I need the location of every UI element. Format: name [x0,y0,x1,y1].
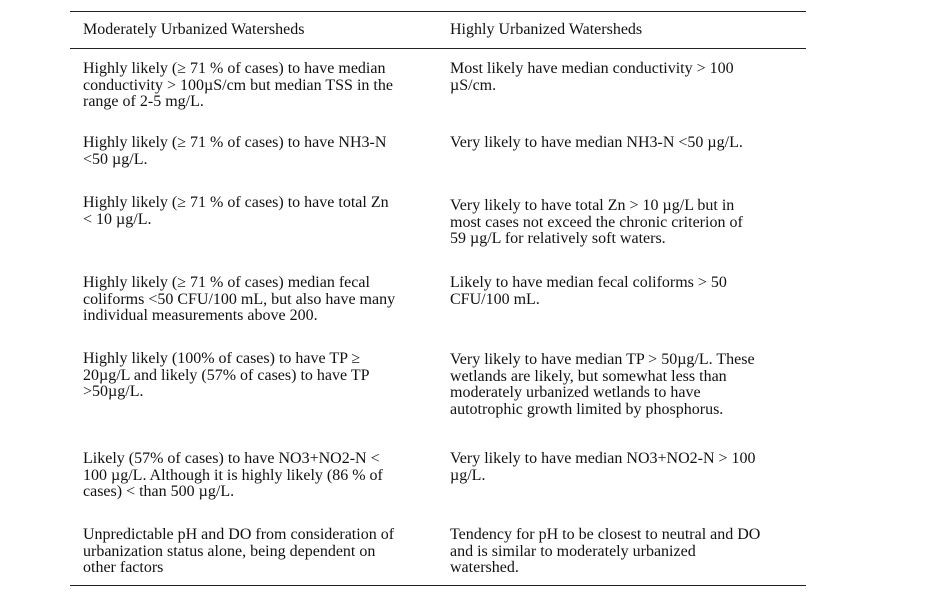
row-ph-do-high: Tendency for pH to be closest to neutral and DO and is similar to moderately urbanized watershed. [450,526,761,576]
row-fecal-high: Likely to have median fecal coliforms > 50 CFU/100 mL. [450,274,727,308]
row-zinc-moderate: Highly likely (≥ 71 % of cases) to have total Zn < 10 µg/L. [83,194,389,228]
row-zinc-high: Very likely to have total Zn > 10 µg/L but in most cases not exceed the chronic criterion of 59 µg/L for relatively soft waters. [450,197,743,247]
row-ph-do-moderate: Unpredictable pH and DO from consideration of urbanization status alone, being dependent on other factors [83,526,395,576]
header-cell-right [438,21,806,39]
row-no3no2-moderate: Likely (57% of cases) to have NO3+NO2-N < 100 µg/L. Although it is highly likely (86 % of cases) < than 500 µg/L. [83,450,383,500]
table-row [70,195,806,265]
watershed-comparison-table [70,11,806,586]
table-row [70,451,806,517]
row-tp-moderate: Highly likely (100% of cases) to have TP ≥ 20µg/L and likely (57% of cases) to have TP >50µg/L. [83,350,370,400]
table-row [70,275,806,341]
row-no3no2-high: Very likely to have median NO3+NO2-N > 100 µg/L. [450,450,756,484]
row-nh3n-moderate: Highly likely (≥ 71 % of cases) to have NH3-N <50 µg/L. [83,134,387,168]
row-nh3n-high: Very likely to have median NH3-N <50 µg/L. [450,134,743,151]
header-highly-urbanized: Highly Urbanized Watersheds [450,21,643,38]
table-row [70,61,806,125]
table-header-row [70,12,806,48]
table-bottom-rule [70,585,806,586]
row-conductivity-high: Most likely have median conductivity > 100 µS/cm. [450,60,734,94]
row-tp-high: Very likely to have median TP > 50µg/L. These wetlands are likely, but somewhat less than moderately urbanized wetlands to have autotrophic growth limited by phosphorus. [450,351,755,418]
header-moderately-urbanized: Moderately Urbanized Watersheds [83,21,305,38]
table-row [70,351,806,439]
header-cell-left [70,21,438,39]
table-row [70,135,806,185]
table-row [70,527,806,585]
table-header-rule [70,48,806,49]
row-conductivity-moderate: Highly likely (≥ 71 % of cases) to have median conductivity > 100µS/cm but median TSS in the range of 2-5 mg/L. [83,60,393,110]
row-fecal-moderate: Highly likely (≥ 71 % of cases) median fecal coliforms <50 CFU/100 mL, but also have many individual measurements above 200. [83,274,396,324]
